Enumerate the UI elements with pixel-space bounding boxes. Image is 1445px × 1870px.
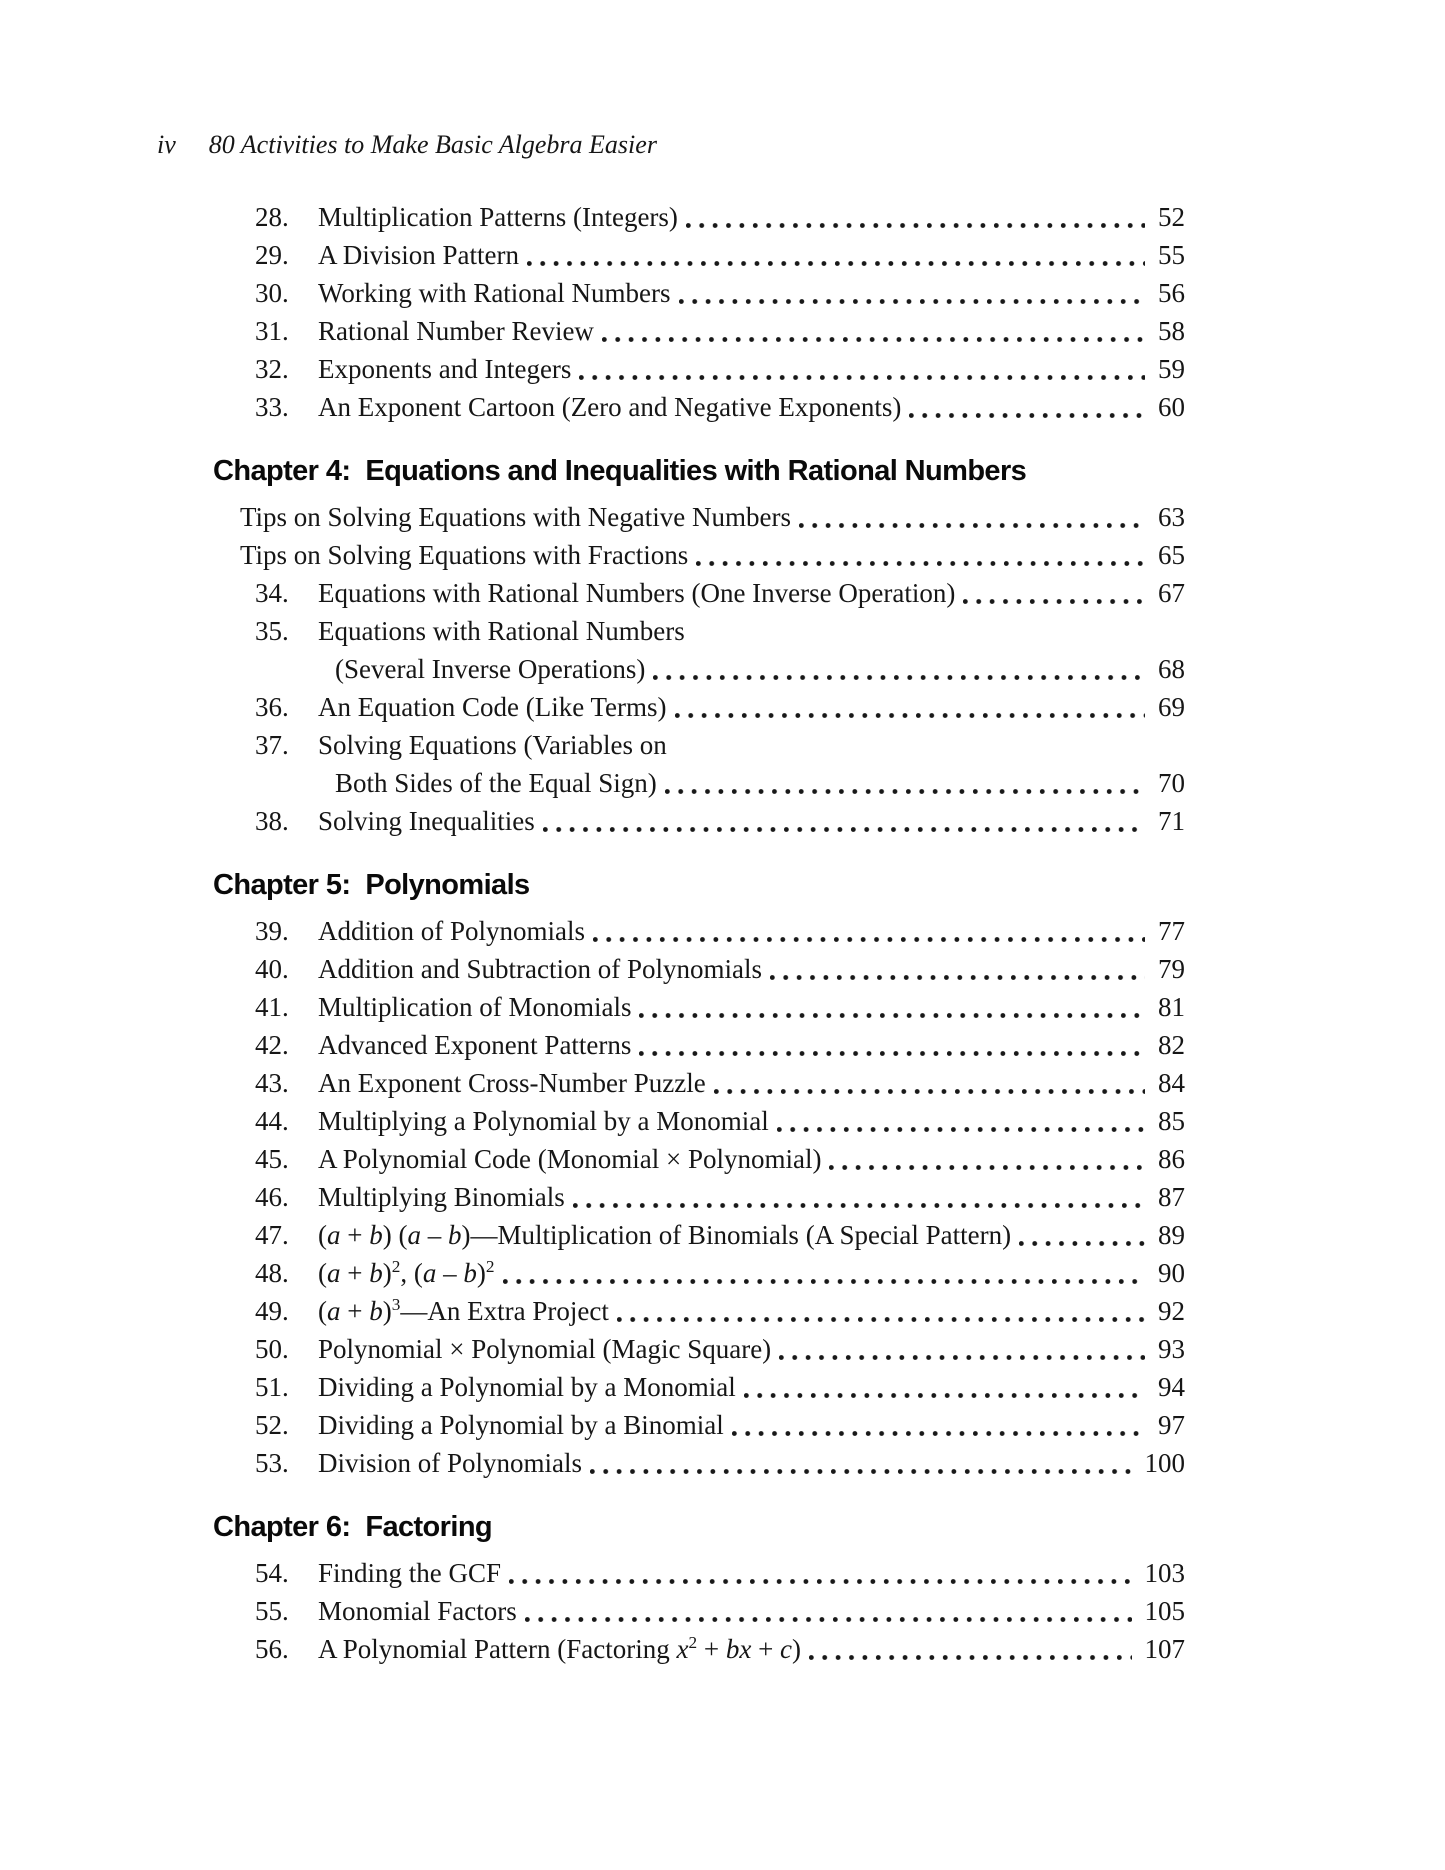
- toc-entry: [213, 688, 1185, 726]
- toc-entry: [213, 574, 1185, 612]
- toc-entry: [213, 198, 1185, 236]
- toc-entry: [213, 1592, 1185, 1630]
- entry-body: [318, 1406, 1185, 1444]
- math-sup-segment: 3: [391, 1295, 401, 1314]
- activity-number: 35.: [255, 616, 289, 646]
- page-number: 93: [1158, 1334, 1185, 1364]
- entry-body: [318, 1178, 1185, 1216]
- entry-body: [318, 274, 1185, 312]
- entry-line: [318, 1406, 1185, 1444]
- text-segment: A Polynomial Pattern (Factoring: [318, 1634, 677, 1664]
- entry-title: Solving Inequalities: [318, 806, 535, 836]
- activity-number: 31.: [255, 316, 289, 346]
- dot-leader: [1019, 1241, 1145, 1246]
- entry-body: [318, 1102, 1185, 1140]
- math-i-segment: a: [327, 1296, 341, 1326]
- toc-entry: [213, 1554, 1185, 1592]
- entry-line: [318, 1216, 1185, 1254]
- entry-body: [318, 802, 1185, 840]
- entry-title: Equations with Rational Numbers: [318, 616, 685, 646]
- entry-title: [318, 1630, 801, 1668]
- text-segment: ): [382, 1258, 392, 1288]
- dot-leader: [963, 599, 1145, 604]
- activity-number: 29.: [255, 240, 289, 270]
- toc-entry: [213, 1368, 1185, 1406]
- activity-number: 41.: [255, 992, 289, 1022]
- text-segment: —An Extra Project: [400, 1296, 609, 1326]
- text-segment: +: [697, 1634, 726, 1664]
- text-segment: (: [318, 1220, 327, 1250]
- entry-line: [318, 350, 1185, 388]
- entry-title: Multiplication Patterns (Integers): [318, 202, 678, 232]
- activity-number: 37.: [255, 730, 289, 760]
- math-i-segment: a: [407, 1220, 421, 1250]
- entry-body: [318, 312, 1185, 350]
- dot-leader: [602, 337, 1145, 342]
- dot-leader: [909, 413, 1145, 418]
- activity-number: 52.: [255, 1410, 289, 1440]
- toc-entry: [213, 1630, 1185, 1668]
- entry-body: [318, 988, 1185, 1026]
- text-segment: ): [792, 1634, 802, 1664]
- activity-number: 50.: [255, 1334, 289, 1364]
- dot-leader: [809, 1655, 1131, 1660]
- toc-entry: [213, 802, 1185, 840]
- entry-line: [318, 1330, 1185, 1368]
- chapter-heading: Chapter 4: Equations and Inequalities with Rational Numbers: [213, 455, 1027, 487]
- toc-section: [213, 198, 1185, 426]
- toc-entry: [213, 1064, 1185, 1102]
- activity-number: 28.: [255, 202, 289, 232]
- dot-leader: [732, 1431, 1145, 1436]
- text-segment: +: [340, 1220, 370, 1250]
- page-number: 92: [1158, 1296, 1185, 1326]
- page-number: 86: [1158, 1144, 1185, 1174]
- toc-entry: [213, 1102, 1185, 1140]
- entry-body: [318, 1554, 1185, 1592]
- dot-leader: [744, 1393, 1145, 1398]
- entry-title: An Exponent Cartoon (Zero and Negative Exponents): [318, 392, 902, 422]
- dot-leader: [777, 1127, 1145, 1132]
- page-number: 90: [1158, 1258, 1185, 1288]
- toc-entry: [213, 236, 1185, 274]
- entry-body: [240, 536, 1185, 574]
- text-segment: +: [340, 1296, 370, 1326]
- entry-line: [318, 1254, 1185, 1292]
- entry-title-continuation: (Several Inverse Operations): [335, 654, 646, 684]
- entry-body: [318, 1630, 1185, 1668]
- page-number: 89: [1158, 1220, 1185, 1250]
- page-number: 71: [1158, 806, 1185, 836]
- entry-line: [318, 1064, 1185, 1102]
- entry-body: [318, 1592, 1185, 1630]
- page-number: 59: [1158, 354, 1185, 384]
- math-i-segment: b: [369, 1258, 383, 1288]
- page-number: 67: [1158, 578, 1185, 608]
- entry-line: [318, 274, 1185, 312]
- entry-title: [318, 1292, 609, 1330]
- entry-body: [318, 388, 1185, 426]
- entry-title: Multiplication of Monomials: [318, 992, 632, 1022]
- entry-line: [318, 1178, 1185, 1216]
- entry-line: [318, 312, 1185, 350]
- entry-body: [318, 350, 1185, 388]
- dot-leader: [593, 937, 1145, 942]
- math-sup-segment: 2: [688, 1633, 698, 1652]
- activity-number: 32.: [255, 354, 289, 384]
- activity-number: 53.: [255, 1448, 289, 1478]
- entry-line: [318, 1630, 1185, 1668]
- entry-title: Dividing a Polynomial by a Monomial: [318, 1372, 736, 1402]
- chapter-heading: Chapter 6: Factoring: [213, 1511, 493, 1543]
- dot-leader: [573, 1203, 1145, 1208]
- entry-line: [318, 688, 1185, 726]
- page-number: 56: [1158, 278, 1185, 308]
- toc-entry: [213, 1140, 1185, 1178]
- running-head: 80 Activities to Make Basic Algebra Easier: [208, 130, 657, 159]
- entry-title: Monomial Factors: [318, 1596, 517, 1626]
- entry-line: [318, 236, 1185, 274]
- activity-number: 46.: [255, 1182, 289, 1212]
- activity-number: 30.: [255, 278, 289, 308]
- entry-body: [318, 1026, 1185, 1064]
- dot-leader: [686, 223, 1145, 228]
- entry-title: Tips on Solving Equations with Fractions: [240, 540, 689, 570]
- entry-title: Solving Equations (Variables on: [318, 730, 667, 760]
- activity-number: 42.: [255, 1030, 289, 1060]
- entry-title: Finding the GCF: [318, 1558, 502, 1588]
- page-number: 60: [1158, 392, 1185, 422]
- entry-line: [318, 802, 1185, 840]
- text-segment: )—Multiplication of Binomials (A Special Pattern): [461, 1220, 1012, 1250]
- entry-line: [318, 726, 1185, 764]
- dot-leader: [714, 1089, 1145, 1094]
- page-number: 70: [1158, 768, 1185, 798]
- toc: [213, 198, 1185, 1668]
- entry-title: A Polynomial Code (Monomial × Polynomial): [318, 1144, 822, 1174]
- math-sup-segment: 2: [391, 1257, 401, 1276]
- page-number: 68: [1158, 654, 1185, 684]
- entry-title: Exponents and Integers: [318, 354, 572, 384]
- entry-body: [318, 1368, 1185, 1406]
- page-number: 85: [1158, 1106, 1185, 1136]
- activity-number: 45.: [255, 1144, 289, 1174]
- activity-number: 56.: [255, 1634, 289, 1664]
- entry-title: Division of Polynomials: [318, 1448, 583, 1478]
- page-number: 65: [1158, 540, 1185, 570]
- dot-leader: [665, 789, 1145, 794]
- toc-section: [213, 450, 1185, 840]
- dot-leader: [779, 1355, 1145, 1360]
- entry-title-continuation: Both Sides of the Equal Sign): [335, 768, 657, 798]
- entry-line: [318, 1026, 1185, 1064]
- text-segment: +: [751, 1634, 781, 1664]
- page-number: 82: [1158, 1030, 1185, 1060]
- math-i-segment: bx: [725, 1634, 752, 1664]
- entry-title: Addition and Subtraction of Polynomials: [318, 954, 762, 984]
- text-segment: (: [318, 1296, 327, 1326]
- entry-body: [240, 498, 1185, 536]
- entry-title: Equations with Rational Numbers (One Inverse Operation): [318, 578, 956, 608]
- math-i-segment: b: [369, 1220, 383, 1250]
- dot-leader: [679, 299, 1145, 304]
- toc-entry: [213, 1292, 1185, 1330]
- toc-tip-entry: [213, 536, 1185, 574]
- toc-entry: [213, 612, 1185, 688]
- activity-number: 48.: [255, 1258, 289, 1288]
- page-header: [0, 0, 1445, 162]
- activity-number: 34.: [255, 578, 289, 608]
- page-number: 84: [1158, 1068, 1185, 1098]
- text-segment: ) (: [382, 1220, 408, 1250]
- page-number: 97: [1158, 1410, 1185, 1440]
- page-number: 63: [1158, 502, 1185, 532]
- entry-title: An Exponent Cross-Number Puzzle: [318, 1068, 706, 1098]
- text-segment: –: [436, 1258, 464, 1288]
- page-number: 79: [1158, 954, 1185, 984]
- page-number: 107: [1144, 1634, 1185, 1664]
- page-number: 81: [1158, 992, 1185, 1022]
- entry-line: [318, 1292, 1185, 1330]
- page-number: 103: [1144, 1558, 1185, 1588]
- entry-body: [318, 912, 1185, 950]
- entry-line: [318, 1592, 1185, 1630]
- entry-title: [318, 1254, 495, 1292]
- entry-line: [318, 1554, 1185, 1592]
- entry-title: Dividing a Polynomial by a Binomial: [318, 1410, 724, 1440]
- dot-leader: [579, 375, 1145, 380]
- entry-line: [318, 1140, 1185, 1178]
- toc-entry: [213, 388, 1185, 426]
- entry-line: [318, 574, 1185, 612]
- math-i-segment: x: [676, 1634, 689, 1664]
- entry-title: An Equation Code (Like Terms): [318, 692, 667, 722]
- page-number: 94: [1158, 1372, 1185, 1402]
- math-i-segment: b: [447, 1220, 462, 1250]
- entry-body: [318, 198, 1185, 236]
- activity-number: 33.: [255, 392, 289, 422]
- entry-line: [318, 1102, 1185, 1140]
- text-segment: ): [382, 1296, 392, 1326]
- entry-body: [318, 1216, 1185, 1254]
- entry-title: Working with Rational Numbers: [318, 278, 671, 308]
- entry-body: [318, 1254, 1185, 1292]
- entry-title: Addition of Polynomials: [318, 916, 586, 946]
- entry-line: [318, 612, 1185, 650]
- dot-leader: [653, 675, 1145, 680]
- toc-entry: [213, 1330, 1185, 1368]
- activity-number: 40.: [255, 954, 289, 984]
- folio-page-number: iv: [157, 130, 176, 159]
- entry-body: [318, 1140, 1185, 1178]
- activity-number: 49.: [255, 1296, 289, 1326]
- entry-line: [318, 1444, 1185, 1482]
- entry-body: [318, 1292, 1185, 1330]
- dot-leader: [525, 1617, 1132, 1622]
- toc-entry: [213, 312, 1185, 350]
- math-sup-segment: 2: [485, 1257, 495, 1276]
- entry-line: [318, 912, 1185, 950]
- text-segment: +: [340, 1258, 370, 1288]
- dot-leader: [543, 827, 1145, 832]
- math-i-segment: b: [369, 1296, 383, 1326]
- entry-title: Tips on Solving Equations with Negative Numbers: [240, 502, 791, 532]
- page-number: 52: [1158, 202, 1185, 232]
- toc-entry: [213, 1216, 1185, 1254]
- dot-leader: [799, 523, 1145, 528]
- page-number: 55: [1158, 240, 1185, 270]
- entry-title: A Division Pattern: [318, 240, 519, 270]
- dot-leader: [503, 1279, 1145, 1284]
- toc-entry: [213, 950, 1185, 988]
- toc-tip-entry: [213, 498, 1185, 536]
- toc-entry: [213, 274, 1185, 312]
- entry-body: [318, 236, 1185, 274]
- toc-entry: [213, 988, 1185, 1026]
- entry-body: [318, 1064, 1185, 1102]
- entry-line: [318, 988, 1185, 1026]
- page-number: 58: [1158, 316, 1185, 346]
- text-segment: , (: [400, 1258, 423, 1288]
- entry-line: [318, 950, 1185, 988]
- dot-leader: [590, 1469, 1131, 1474]
- entry-title: Multiplying Binomials: [318, 1182, 565, 1212]
- activity-number: 39.: [255, 916, 289, 946]
- activity-number: 54.: [255, 1558, 289, 1588]
- activity-number: 36.: [255, 692, 289, 722]
- dot-leader: [696, 561, 1145, 566]
- activity-number: 55.: [255, 1596, 289, 1626]
- entry-body: [318, 950, 1185, 988]
- math-i-segment: a: [327, 1258, 341, 1288]
- toc-section: [213, 864, 1185, 1482]
- toc-entry: [213, 1254, 1185, 1292]
- entry-line: [318, 1368, 1185, 1406]
- entry-line-continuation: [318, 650, 1185, 688]
- entry-title: Advanced Exponent Patterns: [318, 1030, 632, 1060]
- entry-body: [318, 726, 1185, 802]
- text-segment: (: [318, 1258, 327, 1288]
- toc-entry: [213, 912, 1185, 950]
- activity-number: 44.: [255, 1106, 289, 1136]
- entry-title: Polynomial × Polynomial (Magic Square): [318, 1334, 772, 1364]
- dot-leader: [675, 713, 1145, 718]
- entry-title: Rational Number Review: [318, 316, 594, 346]
- toc-entry: [213, 1444, 1185, 1482]
- activity-number: 43.: [255, 1068, 289, 1098]
- dot-leader: [509, 1579, 1131, 1584]
- entry-title: [318, 1216, 1011, 1254]
- entry-body: [318, 612, 1185, 688]
- toc-entry: [213, 1026, 1185, 1064]
- entry-line: [240, 536, 1185, 574]
- entry-body: [318, 688, 1185, 726]
- dot-leader: [639, 1013, 1145, 1018]
- page-number: 105: [1144, 1596, 1185, 1626]
- entry-body: [318, 1444, 1185, 1482]
- dot-leader: [770, 975, 1145, 980]
- toc-entry: [213, 350, 1185, 388]
- page-number: 69: [1158, 692, 1185, 722]
- math-i-segment: a: [422, 1258, 437, 1288]
- chapter-heading: Chapter 5: Polynomials: [213, 869, 530, 901]
- entry-body: [318, 1330, 1185, 1368]
- activity-number: 38.: [255, 806, 289, 836]
- toc-entry: [213, 1178, 1185, 1216]
- page-number: 77: [1158, 916, 1185, 946]
- page-number: 87: [1158, 1182, 1185, 1212]
- text-segment: ): [476, 1258, 486, 1288]
- entry-line: [240, 498, 1185, 536]
- activity-number: 51.: [255, 1372, 289, 1402]
- entry-line-continuation: [318, 764, 1185, 802]
- entry-title: Multiplying a Polynomial by a Monomial: [318, 1106, 769, 1136]
- entry-line: [318, 198, 1185, 236]
- entry-body: [318, 574, 1185, 612]
- entry-line: [318, 388, 1185, 426]
- toc-entry: [213, 1406, 1185, 1444]
- dot-leader: [829, 1165, 1145, 1170]
- dot-leader: [639, 1051, 1145, 1056]
- toc-entry: [213, 726, 1185, 802]
- toc-section: [213, 1506, 1185, 1668]
- math-i-segment: c: [780, 1634, 793, 1664]
- math-i-segment: a: [327, 1220, 341, 1250]
- activity-number: 47.: [255, 1220, 289, 1250]
- dot-leader: [527, 261, 1145, 266]
- text-segment: –: [420, 1220, 448, 1250]
- dot-leader: [617, 1317, 1145, 1322]
- math-i-segment: b: [463, 1258, 477, 1288]
- page-number: 100: [1144, 1448, 1185, 1478]
